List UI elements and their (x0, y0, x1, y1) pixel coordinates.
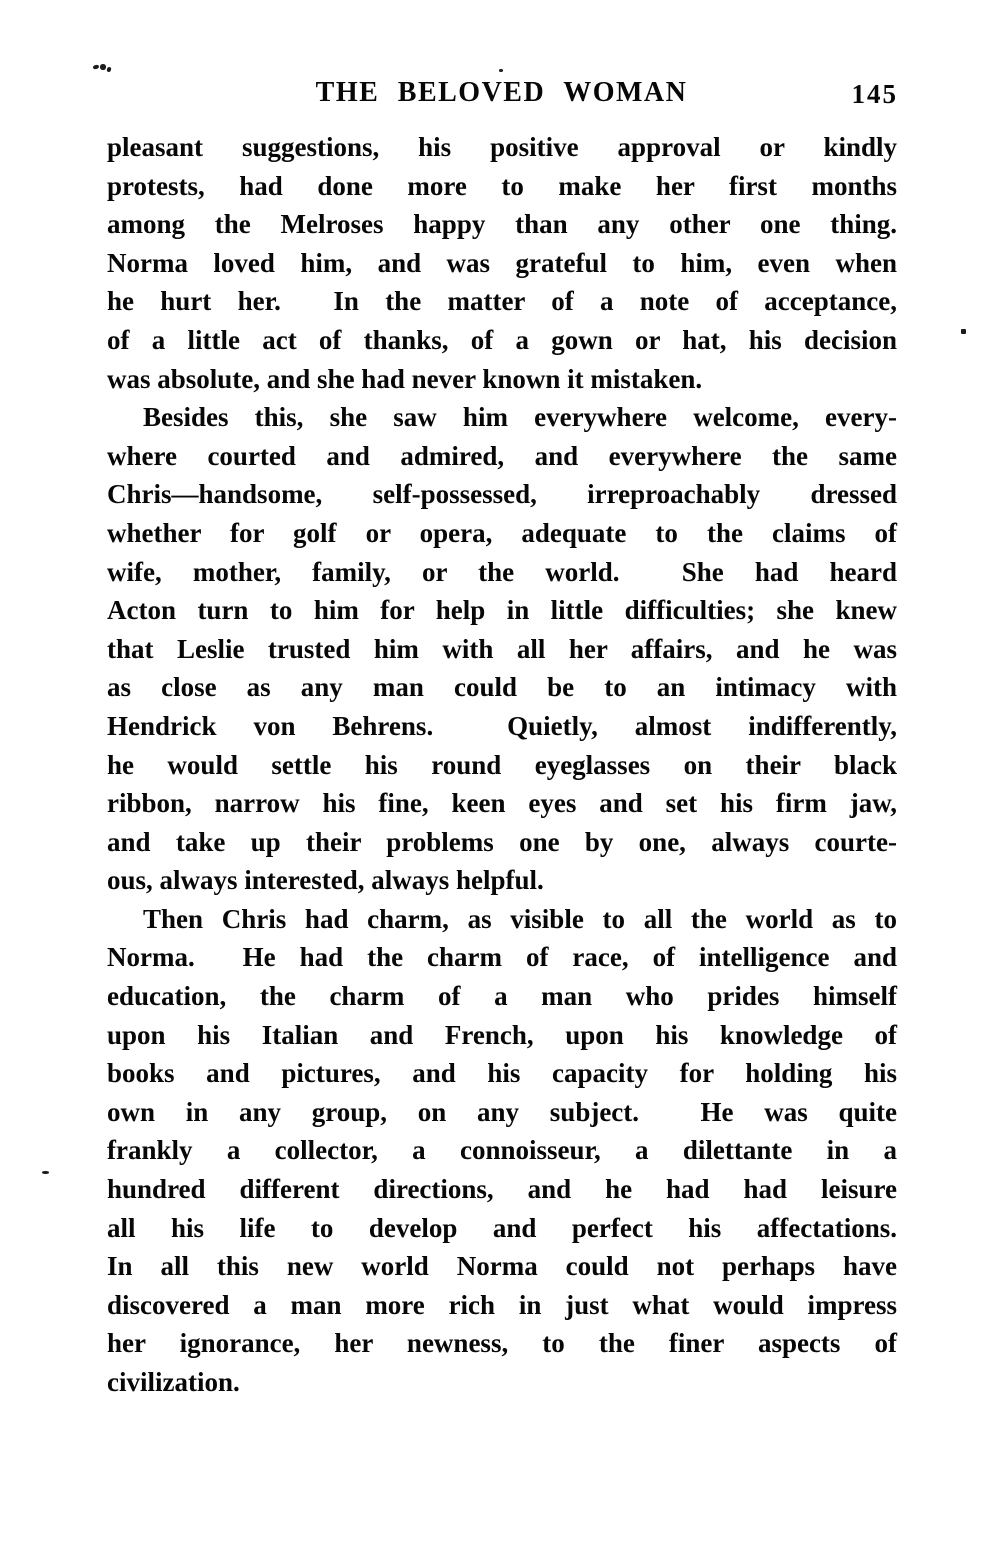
text-line: ous, always interested, always helpful. (107, 865, 544, 896)
text-line: her ignorance, her newness, to the finer aspects of (107, 1328, 897, 1359)
text-line: books and pictures, and his capacity for holding his (107, 1058, 897, 1089)
text-line: was absolute, and she had never known it mistaken. (107, 363, 703, 394)
text-line: protests, had done more to make her first months (107, 170, 897, 201)
text-line: whether for golf or opera, adequate to the claims of (107, 517, 897, 548)
page-number: 145 (851, 79, 898, 109)
text-line: among the Melroses happy than any other one thing. (107, 209, 897, 240)
text-line: Besides this, she saw him everywhere welcome, every- (143, 402, 897, 433)
text-line: civilization. (107, 1367, 240, 1397)
text-line: and take up their problems one by one, always courte- (107, 826, 897, 857)
ink-speck-artifact (93, 64, 100, 69)
text-line: Chris—handsome, self-possessed, irreproachably dressed (107, 479, 897, 510)
running-header (105, 78, 898, 112)
text-line: Norma. He had the charm of race, of intelligence and (107, 942, 897, 973)
text-line: he hurt her. In the matter of a note of acceptance, (107, 286, 897, 317)
running-title: THE BELOVED WOMAN (315, 77, 688, 108)
text-line: hundred different directions, and he had had leisure (107, 1174, 897, 1205)
text-line: discovered a man more rich in just what would impress (107, 1289, 897, 1320)
ink-speck-artifact (100, 64, 106, 70)
body-text (107, 128, 897, 1402)
text-line: upon his Italian and French, upon his knowledge of (107, 1019, 897, 1050)
ink-speck-artifact (961, 329, 966, 334)
text-line: ribbon, narrow his fine, keen eyes and set his firm jaw, (107, 788, 897, 819)
text-line: frankly a collector, a connoisseur, a dilettante in a (107, 1135, 897, 1166)
ink-speck-artifact (499, 69, 503, 72)
text-line: all his life to develop and perfect his affectations. (107, 1212, 897, 1243)
text-line: Then Chris had charm, as visible to all the world as to (143, 903, 897, 934)
text-line: In all this new world Norma could not perhaps have (107, 1251, 897, 1282)
ink-speck-artifact (42, 1171, 49, 1174)
text-line: he would settle his round eyeglasses on their black (107, 749, 897, 780)
text-line: Acton turn to him for help in little difficulties; she knew (107, 595, 897, 626)
text-line: wife, mother, family, or the world. She had heard (107, 556, 897, 587)
text-line: Hendrick von Behrens. Quietly, almost indifferently, (107, 710, 897, 741)
text-line: of a little act of thanks, of a gown or hat, his decision (107, 324, 897, 355)
text-line: pleasant suggestions, his positive approval or kindly (107, 132, 897, 162)
text-line: own in any group, on any subject. He was quite (107, 1096, 897, 1127)
ink-speck-artifact (106, 66, 111, 72)
text-line: where courted and admired, and everywhere the same (107, 440, 897, 471)
text-line: education, the charm of a man who prides himself (107, 981, 897, 1012)
text-line: that Leslie trusted him with all her affairs, and he was (107, 633, 897, 664)
text-line: as close as any man could be to an intimacy with (107, 672, 897, 703)
text-line: Norma loved him, and was grateful to him, even when (107, 247, 897, 278)
